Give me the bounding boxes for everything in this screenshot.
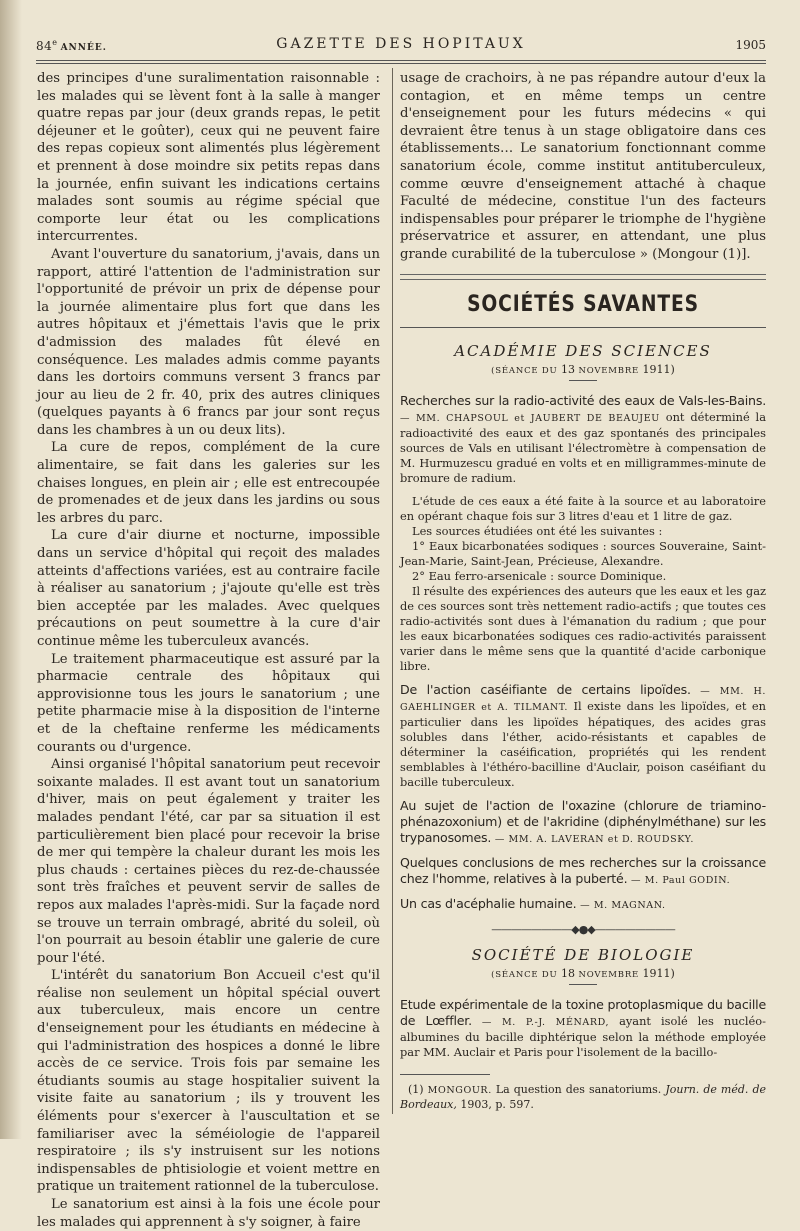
paragraph: Il résulte des expériences des auteurs que les eaux et les gaz de ces sources sont très nettement radio-actifs ; que toutes ces radio-activités sont dues à l'émanation du radium ; que pour les eaux bicarbonatées sodiques ces radio-activités paraissent varier dans le même sens que la quantité d'acide carbonique libre. <box>400 583 766 673</box>
section-title: SOCIÉTÉS SAVANTES <box>467 291 699 317</box>
page-header <box>36 36 766 58</box>
communication-item <box>400 682 766 790</box>
session-date: (SÉANCE DU 18 NOVEMBRE 1911) <box>491 966 675 980</box>
footnote: (1) MONGOUR. La question des sanatoriums. Journ. de méd. de Bordeaux, 1903, p. 597. <box>400 1082 767 1111</box>
right-column <box>400 70 766 1112</box>
communication-authors: — M. Paul GODIN. <box>627 874 731 886</box>
communication-item <box>400 798 766 847</box>
page-binding-shadow <box>0 0 22 1139</box>
paragraph: La cure d'air diurne et nocturne, impossible dans un service d'hôpital qui reçoit des malades atteints d'affections variées, est au contraire facile à réaliser au sanatorium ; j'ajoute qu'elle est très bien acceptée par les malades. Avec quelques précautions on peut soumettre à la cure d'air continue même les tuberculeux avancés. <box>37 528 380 649</box>
section-double-rule <box>400 274 766 280</box>
paragraph: Le traitement pharmaceutique est assuré par la pharmacie centrale des hôpitaux qui approvisionne tous les jours le sanatorium ; une petite pharmacie mise à la disposition de l'interne et de la cheftaine renferme les médicaments courants ou d'urgence. <box>37 651 380 755</box>
communication-item <box>400 896 766 913</box>
communication-title: Etude expérimentale de la toxine protoplasmique du bacille de Lœffler. <box>400 996 766 1028</box>
section-rule <box>400 327 766 328</box>
paragraph: Ainsi organisé l'hôpital sanatorium peut recevoir soixante malades. Il est avant tout un sanatorium d'hiver, mais on peut également y traiter les malades pendant l'été, car par sa situation il est particulièrement bien placé pour recevoir la brise de mer qui tempère la chaleur durant les mois les plus chauds : certaines pièces du rez-de-chaussée sont très fraîches et peuvent servir de salles de repos aux malades l'après-midi. Sur la façade nord se trouve un terrain ombragé, abrité du soleil, où l'on pourrait au besoin établir une galerie de cure pour l'été. <box>37 757 380 966</box>
header-rule <box>36 60 766 61</box>
header-rule-second <box>36 63 766 64</box>
short-rule <box>569 984 597 985</box>
communication-text: ayant isolé les nucléo-albumines du bacille diphtérique selon la méthode employée par MM. Auclair et Paris pour l'isolement de la bacillo- <box>400 1013 766 1059</box>
society-title: SOCIÉTÉ DE BIOLOGIE <box>471 945 695 964</box>
journal-title: GAZETTE DES HOPITAUX <box>276 36 526 52</box>
communication-title: Au sujet de l'action de l'oxazine (chlorure de triamino-phénazoxonium) et de l'akridine (diphénylméthane) sur les trypanosomes. <box>400 797 766 845</box>
communication-authors: — M. P.-J. MÉNARD, <box>471 1016 620 1028</box>
paragraph: 2° Eau ferro-arsenicale : source Dominique. <box>412 568 667 583</box>
society-title: ACADÉMIE DES SCIENCES <box>454 341 712 360</box>
communication-title: Un cas d'acéphalie humaine. <box>400 895 577 911</box>
paragraph: Le sanatorium est ainsi à la fois une école pour les malades qui apprennent à s'y soigner, à faire <box>37 1197 380 1230</box>
ornament-divider: ————————◆●◆———————— <box>491 922 675 936</box>
paragraph: des principes d'une suralimentation raisonnable : les malades qui se lèvent font à la salle à manger quatre repas par jour (deux grands repas, le petit déjeuner et le goûter), ceux qui ne peuvent faire des repas copieux sont alimentés plus légèrement et prennent à dose moindre six petits repas dans la journée, enfin suivant les indications certains malades sont soumis au régime spécial que comporte leur état ou les complications intercurrentes. <box>37 71 380 245</box>
communication-authors: — MM. CHAPSOUL et JAUBERT DE BEAUJEU <box>400 412 666 424</box>
communication-authors: — M. MAGNAN. <box>576 899 666 911</box>
communication-title: De l'action caséifiante de certains lipoïdes. <box>400 681 691 697</box>
column-divider <box>392 68 393 1114</box>
communication-authors: — MM. H. GAEHLINGER et A. TILMANT. <box>400 685 766 713</box>
paragraph: Les sources étudiées ont été les suivantes : <box>412 523 663 538</box>
paragraph: Avant l'ouverture du sanatorium, j'avais, dans un rapport, attiré l'attention de l'administration sur l'opportunité de prévoir un prix de dépense pour la journée alimentaire plus fort que dans les autres hôpitaux et j'émettais l'avis que le prix d'admission des malades fût élevé en conséquence. Les malades admis comme payants dans les dortoirs communs versent 3 francs par jour au lieu de 2 fr. 40, prix des autres cliniques (quelques payants à 6 francs par jour sont reçus dans les chambres à un ou deux lits). <box>37 246 380 438</box>
short-rule <box>569 380 597 381</box>
session-date: (SÉANCE DU 13 NOVEMBRE 1911) <box>491 362 675 376</box>
communication-text: Il existe dans les lipoïdes, et en particulier dans les lipoïdes hépatiques, des acides gras solubles dans l'éther, acido-résistants et capables de déterminer la caséification, propriétés qui les rendent semblables à l'éthéro-bacilline d'Auclair, poison caséifiant du bacille tuberculeux. <box>400 698 766 789</box>
left-column <box>37 70 380 1231</box>
communication-details <box>400 494 766 674</box>
volume-label: 84e ANNÉE. <box>36 38 107 53</box>
page-number: 1905 <box>735 38 766 52</box>
communication-title: Quelques conclusions de mes recherches sur la croissance chez l'homme, relatives à la puberté. <box>400 854 766 886</box>
paragraph: 1° Eaux bicarbonatées sodiques : sources Souveraine, Saint-Jean-Marie, Saint-Jean, Précieuse, Alexandre. <box>400 538 766 568</box>
footnote-rule <box>400 1074 490 1075</box>
communication-authors: — MM. A. LAVERAN et D. ROUDSKY. <box>491 833 694 845</box>
communication-item <box>400 855 766 888</box>
communication-item <box>400 393 766 486</box>
paragraph: L'étude de ces eaux a été faite à la source et au laboratoire en opérant chaque fois sur 3 litres d'eau et 1 litre de gaz. <box>400 493 766 523</box>
paragraph: L'intérêt du sanatorium Bon Accueil c'est qu'il réalise non seulement un hôpital spécial ouvert aux tuberculeux, mais encore un centre d'enseignement pour les étudiants en médecine à qui l'administration des hospices a donné le libre accès de ce service. Trois fois par semaine les étudiants soumis au stage hospitalier suivent la visite faite au sanatorium ; ils y trouvent les éléments pour s'exercer à l'auscultation et se familiariser avec la séméiologie de l'appareil respiratoire ; ils s'y instruisent sur les notions indispensables de phtisiologie et voient mettre en pratique un traitement rationnel de la tuberculose. <box>37 968 380 1195</box>
communication-text: ont déterminé la radioactivité des eaux et des gaz spontanés des principales sources de Vals en utilisant l'électromètre à compensation de M. Hurmuzescu gradué en volts et en milligrammes-minute de bromure de radium. <box>400 409 766 485</box>
paragraph: usage de crachoirs, à ne pas répandre autour d'eux la contagion, et en même temps un centre d'enseignement pour les futurs médecins « qui devraient être tenus à un stage obligatoire dans ces établissements… Le sanatorium fonctionnant comme sanatorium école, comme institut antituberculeux, comme œuvre d'enseignement attaché à chaque Faculté de médecine, constitue l'un des facteurs indispensables pour préparer le triomphe de l'hygiène préservatrice et assurer, en attendant, une plus grande curabilité de la tuberculose » (Mongour (1)]. <box>400 71 766 262</box>
communication-title: Recherches sur la radio-activité des eaux de Vals-les-Bains. <box>400 392 766 408</box>
communication-item <box>400 997 766 1060</box>
paragraph: La cure de repos, complément de la cure alimentaire, se fait dans les galeries sur les chaises longues, en plein air ; elle est entrecoupée de promenades et de jeux dans les jardins ou sous les arbres du parc. <box>37 440 380 526</box>
